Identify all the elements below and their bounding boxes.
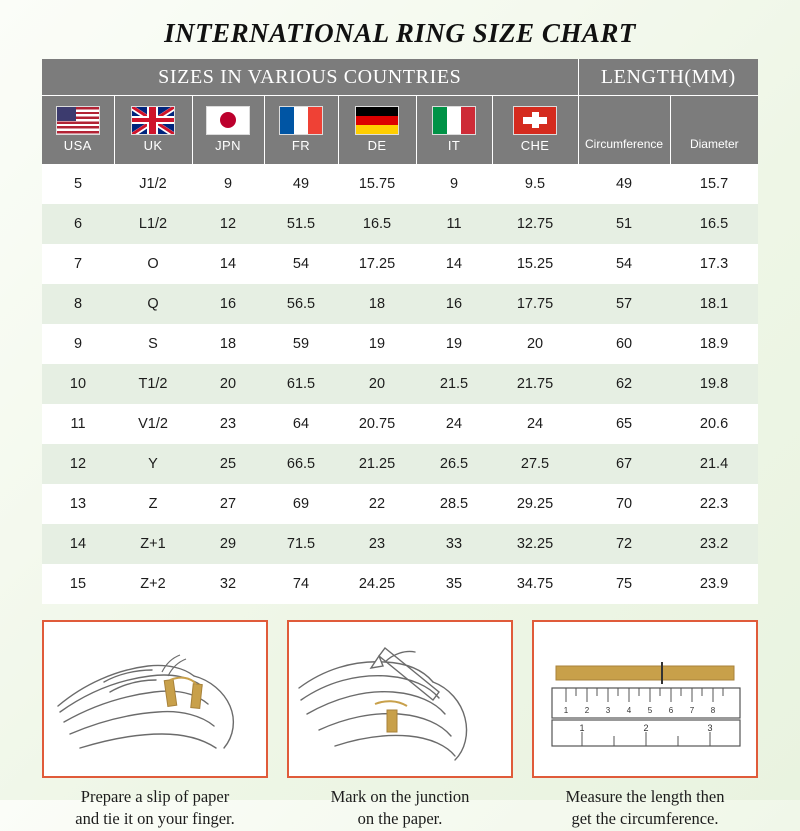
header-length-mm: LENGTH(MM) [578, 59, 758, 96]
cell-de: 20.75 [338, 404, 416, 444]
cell-fr: 54 [264, 244, 338, 284]
cell-it: 14 [416, 244, 492, 284]
cell-jpn: 18 [192, 324, 264, 364]
cell-usa: 7 [42, 244, 114, 284]
table-row [42, 204, 758, 244]
header-flag-row [42, 96, 758, 165]
ruler-measuring-strip-icon [534, 622, 756, 776]
cell-circumference: 49 [578, 164, 670, 204]
step-2-caption-line1: Mark on the junction [330, 787, 470, 806]
cell-diameter: 17.3 [670, 244, 758, 284]
step-3 [532, 620, 758, 831]
cell-de: 24.25 [338, 564, 416, 604]
instruction-panels [42, 620, 758, 831]
cell-uk: T1/2 [114, 364, 192, 404]
cell-uk: Q [114, 284, 192, 324]
cell-usa: 12 [42, 444, 114, 484]
flag-usa-icon [56, 106, 100, 135]
paper-strip [556, 666, 734, 680]
cell-che: 34.75 [492, 564, 578, 604]
cell-uk: L1/2 [114, 204, 192, 244]
cell-che: 9.5 [492, 164, 578, 204]
cell-circumference: 57 [578, 284, 670, 324]
cell-jpn: 32 [192, 564, 264, 604]
header-col-che [492, 96, 578, 165]
cell-circumference: 67 [578, 444, 670, 484]
cell-diameter: 18.1 [670, 284, 758, 324]
step-3-caption-line2: get the circumference. [571, 809, 719, 829]
step-1-caption-line1: Prepare a slip of paper [80, 787, 230, 806]
cell-it: 21.5 [416, 364, 492, 404]
cell-fr: 64 [264, 404, 338, 444]
svg-text:2: 2 [643, 723, 649, 733]
header-col-jpn [192, 96, 264, 165]
cell-it: 9 [416, 164, 492, 204]
svg-text:3: 3 [605, 706, 611, 715]
step-2 [287, 620, 513, 831]
cell-it: 28.5 [416, 484, 492, 524]
cell-de: 20 [338, 364, 416, 404]
cell-jpn: 23 [192, 404, 264, 444]
cell-usa: 11 [42, 404, 114, 444]
cell-diameter: 18.9 [670, 324, 758, 364]
cell-jpn: 12 [192, 204, 264, 244]
cell-uk: J1/2 [114, 164, 192, 204]
header-col-de [338, 96, 416, 165]
cell-it: 16 [416, 284, 492, 324]
cell-fr: 51.5 [264, 204, 338, 244]
cell-che: 29.25 [492, 484, 578, 524]
svg-text:5: 5 [647, 706, 653, 715]
cell-diameter: 22.3 [670, 484, 758, 524]
cell-fr: 61.5 [264, 364, 338, 404]
cell-de: 16.5 [338, 204, 416, 244]
table-body [42, 164, 758, 604]
ruler-top [552, 688, 740, 718]
cell-it: 19 [416, 324, 492, 364]
svg-text:6: 6 [668, 706, 674, 715]
cell-uk: O [114, 244, 192, 284]
cell-jpn: 29 [192, 524, 264, 564]
cell-fr: 71.5 [264, 524, 338, 564]
cell-usa: 15 [42, 564, 114, 604]
step-3-caption [532, 786, 758, 831]
cell-de: 19 [338, 324, 416, 364]
cell-circumference: 62 [578, 364, 670, 404]
cell-che: 15.25 [492, 244, 578, 284]
ruler-bottom [552, 720, 740, 746]
cell-diameter: 23.9 [670, 564, 758, 604]
cell-diameter: 15.7 [670, 164, 758, 204]
cell-usa: 13 [42, 484, 114, 524]
cell-usa: 5 [42, 164, 114, 204]
header-col-fr [264, 96, 338, 165]
cell-circumference: 75 [578, 564, 670, 604]
pen-marking-paper-icon [289, 622, 511, 776]
cell-it: 33 [416, 524, 492, 564]
hand-with-paper-strip-icon [44, 622, 266, 776]
cell-de: 21.25 [338, 444, 416, 484]
country-code-uk: UK [143, 137, 163, 153]
cell-jpn: 27 [192, 484, 264, 524]
ring-size-table [42, 59, 758, 604]
cell-de: 18 [338, 284, 416, 324]
table-header [42, 59, 758, 164]
flag-jpn-icon [206, 106, 250, 135]
cell-de: 15.75 [338, 164, 416, 204]
step-1 [42, 620, 268, 831]
country-code-usa: USA [63, 137, 92, 153]
table-row [42, 524, 758, 564]
svg-text:1: 1 [563, 706, 569, 715]
flag-uk-icon [131, 106, 175, 135]
cell-de: 23 [338, 524, 416, 564]
step-1-caption-line2: and tie it on your finger. [75, 809, 235, 829]
header-group-row [42, 59, 758, 96]
header-sizes-in-various-countries: SIZES IN VARIOUS COUNTRIES [42, 59, 578, 96]
cell-uk: V1/2 [114, 404, 192, 444]
cell-usa: 10 [42, 364, 114, 404]
table-row [42, 324, 758, 364]
cell-che: 27.5 [492, 444, 578, 484]
flag-che-icon [513, 106, 557, 135]
table-row [42, 244, 758, 284]
header-col-circumference [578, 96, 670, 165]
cell-circumference: 54 [578, 244, 670, 284]
step-1-caption [42, 786, 268, 831]
cell-it: 26.5 [416, 444, 492, 484]
step-3-illustration [532, 620, 758, 778]
cell-circumference: 60 [578, 324, 670, 364]
svg-text:7: 7 [689, 706, 695, 715]
cell-uk: Y [114, 444, 192, 484]
country-code-de: DE [367, 137, 387, 153]
country-code-fr: FR [291, 137, 311, 153]
cell-che: 21.75 [492, 364, 578, 404]
step-1-illustration [42, 620, 268, 778]
label-circumference: Circumference [585, 136, 664, 151]
cell-it: 24 [416, 404, 492, 444]
svg-text:1: 1 [579, 723, 585, 733]
cell-fr: 74 [264, 564, 338, 604]
cell-circumference: 72 [578, 524, 670, 564]
cell-jpn: 9 [192, 164, 264, 204]
cell-jpn: 16 [192, 284, 264, 324]
cell-uk: S [114, 324, 192, 364]
table-row [42, 284, 758, 324]
flag-it-icon [432, 106, 476, 135]
flag-de-icon [355, 106, 399, 135]
header-col-diameter [670, 96, 758, 165]
flag-fr-icon [279, 106, 323, 135]
step-2-caption-line2: on the paper. [357, 809, 443, 829]
cell-diameter: 23.2 [670, 524, 758, 564]
step-2-caption [287, 786, 513, 831]
cell-usa: 14 [42, 524, 114, 564]
label-diameter: Diameter [689, 136, 739, 151]
cell-che: 20 [492, 324, 578, 364]
cell-diameter: 21.4 [670, 444, 758, 484]
cell-it: 11 [416, 204, 492, 244]
cell-fr: 66.5 [264, 444, 338, 484]
cell-de: 22 [338, 484, 416, 524]
cell-circumference: 70 [578, 484, 670, 524]
table-row [42, 564, 758, 604]
cell-usa: 9 [42, 324, 114, 364]
country-code-che: CHE [520, 137, 550, 153]
table-row [42, 444, 758, 484]
step-3-caption-line1: Measure the length then [565, 787, 725, 806]
cell-che: 12.75 [492, 204, 578, 244]
cell-che: 32.25 [492, 524, 578, 564]
table-row [42, 164, 758, 204]
cell-jpn: 20 [192, 364, 264, 404]
cell-jpn: 14 [192, 244, 264, 284]
header-col-it [416, 96, 492, 165]
cell-uk: Z+2 [114, 564, 192, 604]
cell-de: 17.25 [338, 244, 416, 284]
svg-text:3: 3 [707, 723, 713, 733]
table-row [42, 364, 758, 404]
cell-che: 24 [492, 404, 578, 444]
svg-text:8: 8 [710, 706, 716, 715]
country-code-jpn: JPN [215, 137, 241, 153]
cell-fr: 69 [264, 484, 338, 524]
cell-diameter: 20.6 [670, 404, 758, 444]
header-col-uk [114, 96, 192, 165]
step-2-illustration [287, 620, 513, 778]
cell-fr: 49 [264, 164, 338, 204]
page-title: INTERNATIONAL RING SIZE CHART [164, 18, 636, 48]
cell-diameter: 16.5 [670, 204, 758, 244]
cell-uk: Z+1 [114, 524, 192, 564]
header-col-usa [42, 96, 114, 165]
country-code-it: IT [447, 137, 461, 153]
cell-it: 35 [416, 564, 492, 604]
cell-che: 17.75 [492, 284, 578, 324]
table-row [42, 484, 758, 524]
svg-text:4: 4 [626, 706, 632, 715]
table-row [42, 404, 758, 444]
cell-uk: Z [114, 484, 192, 524]
cell-circumference: 65 [578, 404, 670, 444]
cell-jpn: 25 [192, 444, 264, 484]
cell-fr: 56.5 [264, 284, 338, 324]
cell-usa: 6 [42, 204, 114, 244]
cell-diameter: 19.8 [670, 364, 758, 404]
cell-circumference: 51 [578, 204, 670, 244]
svg-text:2: 2 [584, 706, 590, 715]
cell-usa: 8 [42, 284, 114, 324]
cell-fr: 59 [264, 324, 338, 364]
